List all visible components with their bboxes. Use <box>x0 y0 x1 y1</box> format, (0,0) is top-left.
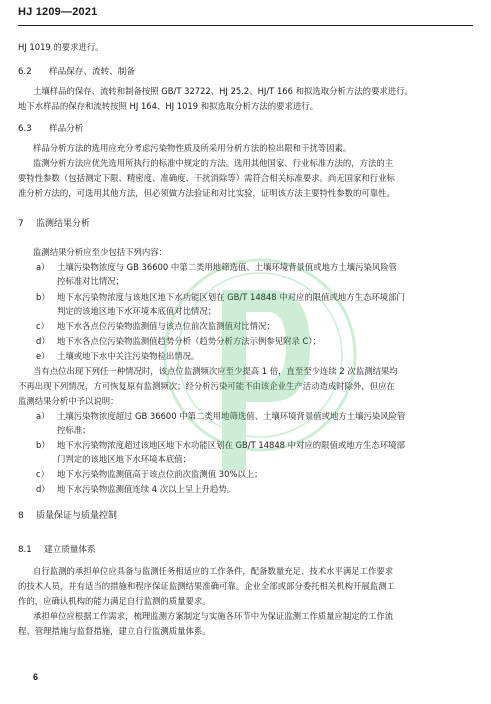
list-marker: d） <box>36 336 50 346</box>
list-item: 土壤污染物浓度与 GB 36600 中第二类用地筛选值、土壤环境背景值或地方土壤污染风险管 <box>57 262 397 272</box>
paragraph-line: 准分析方法的，可选用其他方法，但必须做方法验证和对比实验，证明该方法主要特性参数的可靠性。 <box>18 188 395 198</box>
list-item: 地下水各点位污染物监测值与该点位前次监测值对比情况； <box>57 321 275 331</box>
list-item: 地下水污染物浓度超过该地区地下水功能区划在 GB/T 14848 中对应的限值或地方生态环境部 <box>57 440 405 450</box>
paragraph-line: 地下水样品的保存和流转按照 HJ 164、HJ 1019 和拟选取分析方法的要求进行。 <box>18 101 318 111</box>
paragraph-line: 要特性参数（包括测定下限、精密度、准确度、干扰消除等）需符合相关标准要求。尚无国家和行业标 <box>18 173 395 183</box>
list-item: 土壤污染物浓度超过 GB 36600 中第二类用地筛选值、土壤环境背景值或地方土壤污染风险管 <box>57 411 406 421</box>
list-item-continued: 判定的该地区地下水环境本底值对比情况； <box>57 306 217 316</box>
section-8-number: 8 <box>18 511 24 521</box>
list-marker: a） <box>36 262 50 272</box>
list-marker: a） <box>36 411 50 421</box>
list-marker: d） <box>36 484 50 494</box>
paragraph-line: 土壤样品的保存、流转和制备按照 GB/T 32722、HJ 25.2、HJ/T 166 和拟选取分析方法的要求进行。 <box>33 86 413 96</box>
list-marker: e） <box>36 351 50 361</box>
paragraph-line: 监测分析方法应优先选用所执行的标准中规定的方法。选用其他国家、行业标准方法的，方法的主 <box>33 158 394 168</box>
paragraph-line: 样品分析方法的选用应充分考虑污染物性质及所采用分析方法的检出限和干扰等因素。 <box>33 143 352 153</box>
list-item-continued: 控标准对比情况； <box>57 276 124 286</box>
header-rule <box>18 25 473 26</box>
section-6-3-number: 6.3 <box>18 124 32 134</box>
list-item: 地下水污染物监测值连续 4 次以上呈上升趋势。 <box>57 484 236 494</box>
list-marker: c） <box>36 469 49 479</box>
paragraph-line: 不再出现下列情况，方可恢复原有监测频次；经分析污染可能不由该企业生产活动造成时除外，但应在 <box>18 381 395 391</box>
paragraph-line: 的技术人员，并有适当的措施和程序保证监测结果准确可靠。企业全部或部分委托相关机构开展监测工 <box>18 581 395 591</box>
list-item: 地下水污染物浓度与该地区地下水功能区划在 GB/T 14848 中对应的限值或地方生态环境部门 <box>57 292 405 302</box>
section-6-2-title: 样品保存、流转、制备 <box>49 67 135 77</box>
list-item: 土壤或地下水中关注污染物检出情况。 <box>57 351 200 361</box>
list-marker: b） <box>36 292 50 302</box>
section-7-title: 监测结果分析 <box>36 219 91 229</box>
section-7-number: 7 <box>18 219 24 229</box>
paragraph-line: 自行监测的承担单位应具备与监测任务相适应的工作条件，配备数量充足、技术水平满足工作要求 <box>33 566 394 576</box>
paragraph-line: 程、管理措施与监督措施，建立自行监测质量体系。 <box>18 626 211 636</box>
paragraph-line: 监测结果分析应至少包括下列内容： <box>33 247 167 257</box>
list-item-continued: 门判定的该地区地下水环境本底值； <box>57 454 191 464</box>
document-code: HJ 1209—2021 <box>18 6 98 18</box>
list-item-continued: 控标准； <box>57 425 91 435</box>
paragraph-line: 当有点位出现下列任一种情况时，该点位监测频次应至少提高 1 倍，直至至少连续 2 次监测结果均 <box>33 366 398 376</box>
section-6-3-title: 样品分析 <box>49 124 84 134</box>
section-6-2-number: 6.2 <box>18 67 32 77</box>
paragraph-line: 监测结果分析中予以说明： <box>18 396 119 406</box>
section-8-1-title: 建立质量体系 <box>44 545 96 555</box>
list-item: 地下水污染物监测值高于该点位前次监测值 30%以上； <box>57 469 263 479</box>
section-8-1-number: 8.1 <box>18 545 32 555</box>
page-number: 6 <box>33 672 39 682</box>
paragraph-line: 作的，应确认机构的能力满足自行监测的质量要求。 <box>18 596 211 606</box>
list-item: 地下水各点位污染物监测值趋势分析（趋势分析方法示例参见附录 C）； <box>57 336 321 346</box>
section-8-title: 质量保证与质量控制 <box>36 511 118 521</box>
list-marker: c） <box>36 321 49 331</box>
list-marker: b） <box>36 440 50 450</box>
intro-line: HJ 1019 的要求进行。 <box>18 42 104 52</box>
paragraph-line: 承担单位应根据工作需求，梳理监测方案制定与实施各环节中为保证监测工作质量应制定的工作流 <box>33 611 394 621</box>
